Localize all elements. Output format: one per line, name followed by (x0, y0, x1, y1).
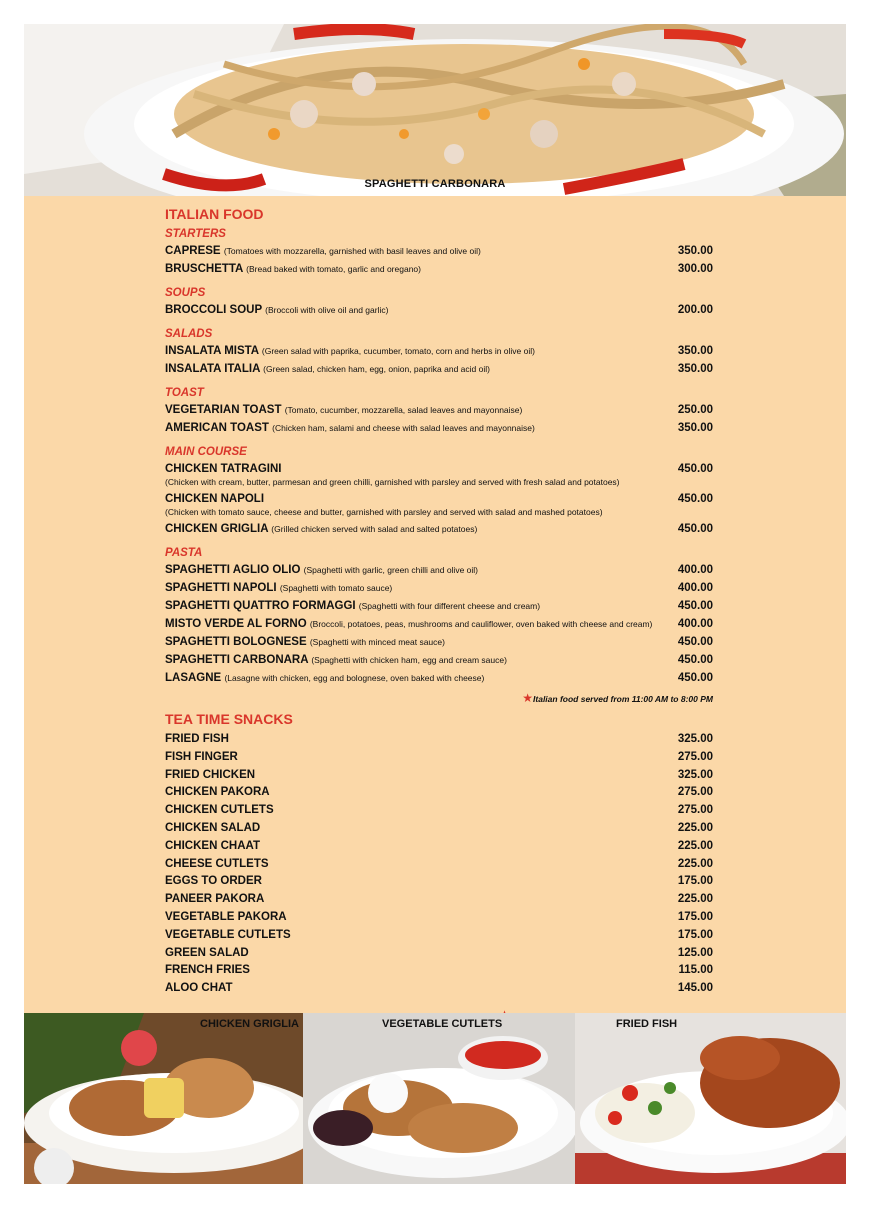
item-name: FRENCH FRIES (165, 964, 250, 977)
item-price: 450.00 (677, 493, 713, 505)
menu-item (165, 893, 713, 911)
item-description: (Green salad, chicken ham, egg, onion, paprika and acid oil) (263, 364, 490, 374)
menu-item (165, 493, 713, 523)
vegetable-cutlets-photo (303, 1013, 575, 1184)
item-price: 325.00 (677, 733, 713, 745)
menu-item (165, 982, 713, 1000)
item-description: (Chicken with cream, butter, parmesan and green chilli, garnished with parsley and served with fresh salad and potatoes) (165, 477, 620, 487)
category-main-course: MAIN COURSE (165, 446, 247, 458)
item-price: 350.00 (677, 422, 713, 434)
italian-hours-note (165, 691, 713, 705)
item-description: (Spaghetti with minced meat sauce) (309, 637, 445, 647)
category-starters: STARTERS (165, 228, 226, 240)
item-price: 450.00 (677, 463, 713, 475)
item-description: (Spaghetti with chicken ham, egg and cream sauce) (311, 655, 507, 665)
item-name: BROCCOLI SOUP (165, 304, 262, 316)
item-description: (Tomato, cucumber, mozzarella, salad leaves and mayonnaise) (284, 405, 523, 415)
category-salads: SALADS (165, 328, 213, 340)
item-price: 450.00 (677, 654, 713, 666)
item-description: (Bread baked with tomato, garlic and oregano) (246, 264, 421, 274)
item-name: CHICKEN CUTLETS (165, 804, 274, 817)
item-name: EGGS TO ORDER (165, 875, 262, 888)
item-price: 175.00 (677, 928, 713, 941)
item-price: 275.00 (677, 786, 713, 799)
spaghetti-carbonara-photo (24, 24, 846, 196)
menu-item (165, 363, 713, 381)
item-description: (Spaghetti with garlic, green chilli and olive oil) (303, 565, 478, 575)
menu-item (165, 404, 713, 422)
item-name: ALOO CHAT (165, 982, 233, 995)
menu-item (165, 840, 713, 858)
item-name: INSALATA ITALIA (165, 363, 260, 375)
menu-content (165, 204, 713, 1028)
menu-item (165, 600, 713, 618)
item-description: (Broccoli, potatoes, peas, mushrooms and cauliflower, oven baked with cheese and cream) (309, 619, 653, 629)
menu-item (165, 345, 713, 363)
item-name: SPAGHETTI QUATTRO FORMAGGI (165, 600, 356, 612)
item-name: FRIED FISH (165, 733, 229, 745)
item-price: 175.00 (677, 910, 713, 923)
menu-item (165, 523, 713, 541)
vegetable-cutlets-caption: VEGETABLE CUTLETS (382, 1018, 503, 1030)
item-name: GREEN SALAD (165, 946, 249, 959)
fried-fish-photo (575, 1013, 846, 1184)
item-name: CHICKEN SALAD (165, 821, 261, 834)
chicken-griglia-photo (24, 1013, 303, 1184)
item-name: CHICKEN CHAAT (165, 839, 260, 852)
item-price: 125.00 (677, 946, 713, 959)
item-price: 175.00 (677, 875, 713, 888)
menu-item (165, 564, 713, 582)
item-price: 450.00 (677, 636, 713, 648)
item-name: LASAGNE (165, 672, 222, 684)
item-price: 450.00 (677, 600, 713, 612)
fried-fish-caption: FRIED FISH (616, 1018, 678, 1030)
item-name: CAPRESE (165, 245, 221, 257)
header-photo-caption: SPAGHETTI CARBONARA (364, 178, 506, 190)
item-price: 200.00 (677, 304, 713, 316)
category-soups: SOUPS (165, 287, 206, 299)
menu-item (165, 263, 713, 281)
item-name: CHICKEN GRIGLIA (165, 523, 269, 535)
item-price: 225.00 (677, 821, 713, 834)
item-price: 275.00 (677, 750, 713, 763)
category-toast: TOAST (165, 387, 204, 399)
menu-item (165, 304, 713, 322)
item-description: (Green salad with paprika, cucumber, tomato, corn and herbs in olive oil) (261, 346, 535, 356)
menu-item (165, 463, 713, 493)
menu-item (165, 672, 713, 690)
menu-item (165, 911, 713, 929)
item-description: (Chicken with tomato sauce, cheese and butter, garnished with parsley and served with salad and mashed potatoes) (165, 507, 603, 517)
tea-time-snacks-heading: TEA TIME SNACKS (165, 711, 293, 727)
item-description: (Grilled chicken served with salad and salted potatoes) (271, 524, 478, 534)
item-price: 300.00 (677, 263, 713, 275)
menu-item (165, 929, 713, 947)
item-name: SPAGHETTI BOLOGNESE (165, 636, 307, 648)
item-name: INSALATA MISTA (165, 345, 259, 357)
menu-item (165, 618, 713, 636)
item-name: BRUSCHETTA (165, 263, 243, 275)
item-price: 450.00 (677, 523, 713, 535)
menu-item (165, 582, 713, 600)
menu-item (165, 947, 713, 965)
item-name: CHICKEN NAPOLI (165, 493, 265, 505)
item-name: VEGETARIAN TOAST (165, 404, 282, 416)
item-description: (Chicken ham, salami and cheese with salad leaves and mayonnaise) (272, 423, 535, 433)
item-name: AMERICAN TOAST (165, 422, 269, 434)
item-price: 350.00 (677, 345, 713, 357)
item-price: 400.00 (677, 564, 713, 576)
item-price: 145.00 (677, 982, 713, 995)
menu-item (165, 822, 713, 840)
item-price: 250.00 (677, 404, 713, 416)
item-name: VEGETABLE PAKORA (165, 910, 287, 923)
item-description: (Spaghetti with four different cheese and cream) (358, 601, 541, 611)
item-price: 350.00 (677, 245, 713, 257)
item-price: 225.00 (677, 893, 713, 906)
star-icon: ★ (522, 691, 534, 705)
item-name: CHICKEN PAKORA (165, 786, 270, 799)
item-name: SPAGHETTI CARBONARA (165, 654, 309, 666)
menu-item (165, 769, 713, 787)
snacks-list (165, 733, 713, 1000)
chicken-griglia-caption: CHICKEN GRIGLIA (200, 1018, 299, 1030)
item-price: 225.00 (677, 839, 713, 852)
item-name: MISTO VERDE AL FORNO (165, 618, 307, 630)
item-price: 350.00 (677, 363, 713, 375)
menu-item (165, 422, 713, 440)
item-price: 400.00 (677, 582, 713, 594)
item-price: 115.00 (678, 964, 713, 977)
item-description: (Lasagne with chicken, egg and bolognese, oven baked with cheese) (224, 673, 485, 683)
item-description: (Spaghetti with tomato sauce) (279, 583, 393, 593)
item-description: (Tomatoes with mozzarella, garnished with basil leaves and olive oil) (223, 246, 481, 256)
item-name: CHICKEN TATRAGINI (165, 463, 282, 475)
item-name: FISH FINGER (165, 750, 238, 763)
menu-item (165, 858, 713, 876)
item-price: 275.00 (677, 804, 713, 817)
menu-item (165, 804, 713, 822)
item-name: SPAGHETTI NAPOLI (165, 582, 277, 594)
item-price: 450.00 (677, 672, 713, 684)
item-name: VEGETABLE CUTLETS (165, 928, 291, 941)
item-name: PANEER PAKORA (165, 893, 265, 906)
item-name: CHEESE CUTLETS (165, 857, 269, 870)
italian-hours-text: Italian food served from 11:00 AM to 8:00 PM (533, 694, 713, 704)
menu-item (165, 636, 713, 654)
menu-item (165, 733, 713, 751)
menu-item (165, 964, 713, 982)
menu-item (165, 245, 713, 263)
italian-food-heading: ITALIAN FOOD (165, 206, 264, 222)
menu-item (165, 751, 713, 769)
menu-item (165, 654, 713, 672)
item-price: 400.00 (677, 618, 713, 630)
item-price: 225.00 (677, 857, 713, 870)
item-price: 325.00 (677, 768, 713, 781)
menu-item (165, 875, 713, 893)
item-name: FRIED CHICKEN (165, 768, 256, 781)
menu-item (165, 786, 713, 804)
item-description: (Broccoli with olive oil and garlic) (265, 305, 389, 315)
category-pasta: PASTA (165, 547, 203, 559)
item-name: SPAGHETTI AGLIO OLIO (165, 564, 301, 576)
